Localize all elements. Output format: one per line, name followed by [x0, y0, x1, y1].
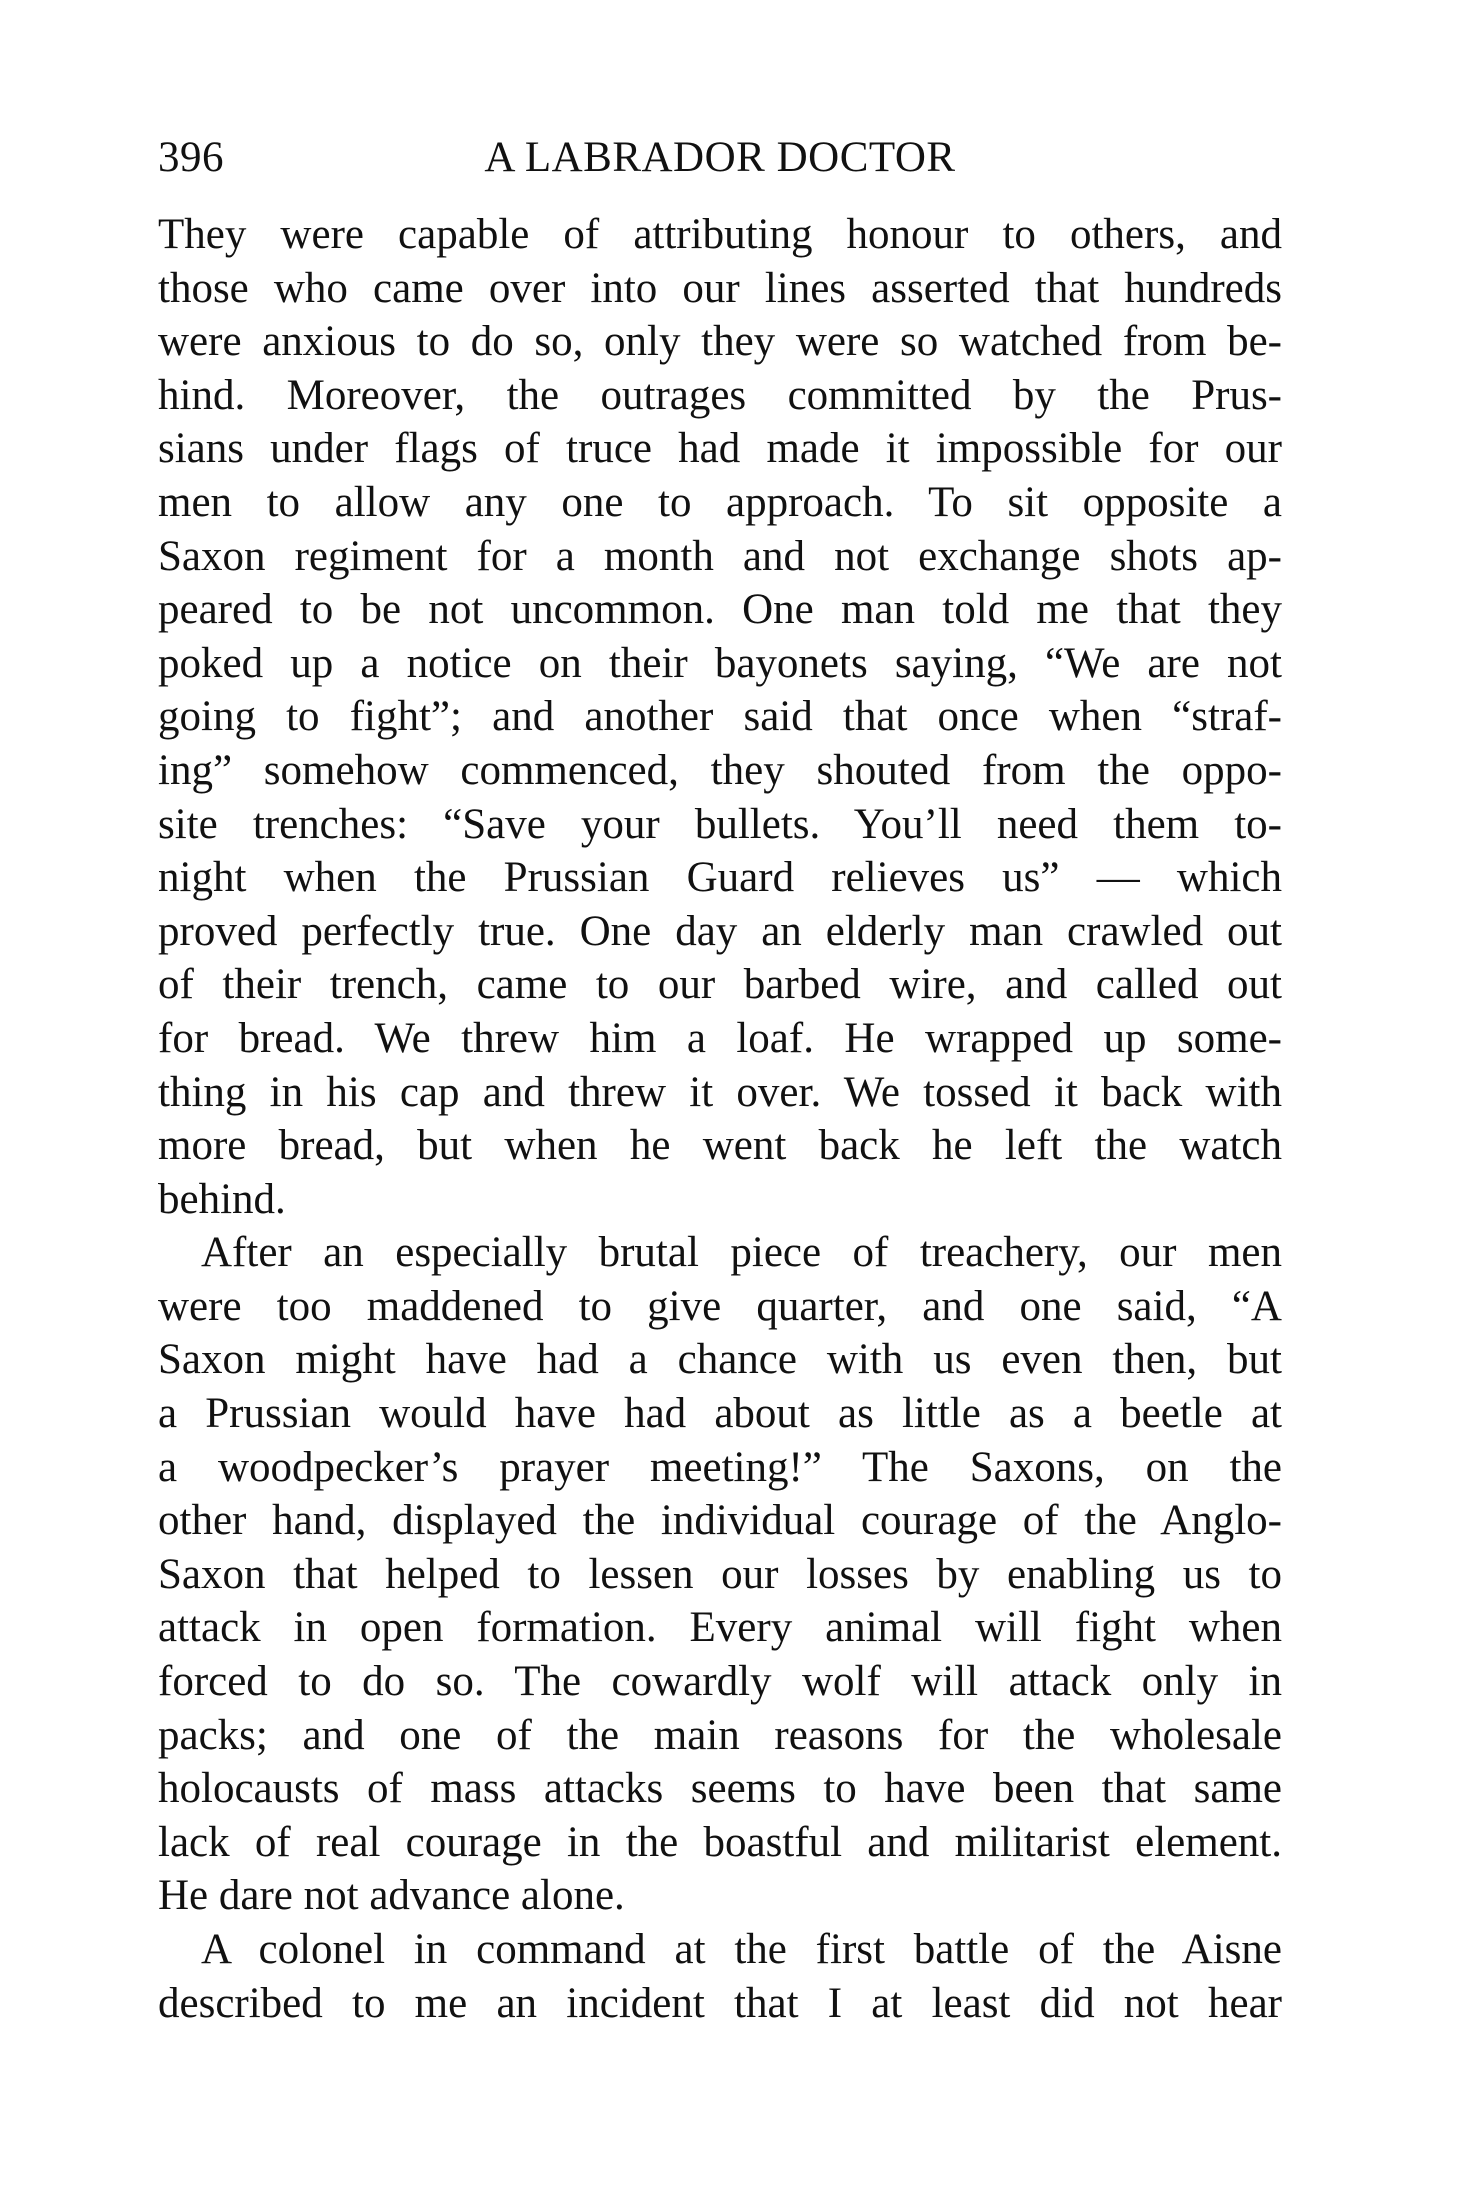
text-line: for bread. We threw him a loaf. He wrapped up some- — [158, 1014, 1282, 1062]
text-line: sians under flags of truce had made it impossible for our — [158, 425, 1282, 473]
text-line: a Prussian would have had about as little as a beetle at — [158, 1390, 1282, 1438]
running-title: A LABRADOR DOCTOR — [484, 134, 956, 181]
text-line: lack of real courage in the boastful and militarist element. — [158, 1818, 1282, 1866]
text-line: a woodpecker’s prayer meeting!” The Saxons, on the — [158, 1443, 1282, 1491]
text-line: holocausts of mass attacks seems to have been that same — [158, 1765, 1282, 1813]
text-line: proved perfectly true. One day an elderly man crawled out — [158, 907, 1282, 955]
text-line: Saxon might have had a chance with us even then, but — [158, 1336, 1282, 1384]
text-line: He dare not advance alone. — [158, 1872, 625, 1920]
text-line: men to allow any one to approach. To sit opposite a — [158, 478, 1282, 526]
text-line: hind. Moreover, the outrages committed by the Prus- — [158, 371, 1282, 419]
paragraph — [158, 1923, 1282, 2030]
page-number: 396 — [158, 134, 224, 181]
text-line: attack in open formation. Every animal will fight when — [158, 1604, 1282, 1652]
paragraph — [158, 208, 1282, 1226]
text-line: behind. — [158, 1175, 286, 1223]
text-line: were anxious to do so, only they were so watched from be- — [158, 318, 1282, 366]
text-line: described to me an incident that I at least did not hear — [158, 1979, 1282, 2027]
text-line: packs; and one of the main reasons for the wholesale — [158, 1711, 1282, 1759]
text-line: of their trench, came to our barbed wire, and called out — [158, 961, 1282, 1009]
text-line: They were capable of attributing honour to others, and — [158, 211, 1282, 258]
text-line: Saxon that helped to lessen our losses by enabling us to — [158, 1550, 1282, 1598]
text-line: forced to do so. The cowardly wolf will attack only in — [158, 1658, 1282, 1706]
text-line: Saxon regiment for a month and not exchange shots ap- — [158, 532, 1282, 580]
text-line: going to fight”; and another said that once when “straf- — [158, 693, 1282, 741]
text-line: After an especially brutal piece of treachery, our men — [201, 1229, 1282, 1277]
running-head — [158, 128, 1282, 188]
paragraph — [158, 1226, 1282, 1923]
text-line: poked up a notice on their bayonets saying, “We are not — [158, 639, 1282, 687]
text-line: ing” somehow commenced, they shouted from the oppo- — [158, 746, 1282, 794]
text-line: those who came over into our lines asserted that hundreds — [158, 264, 1282, 312]
text-line: A colonel in command at the first battle of the Aisne — [201, 1926, 1282, 1973]
text-line: thing in his cap and threw it over. We tossed it back with — [158, 1068, 1282, 1116]
text-line: were too maddened to give quarter, and one said, “A — [158, 1282, 1282, 1330]
text-line: peared to be not uncommon. One man told me that they — [158, 586, 1282, 634]
text-line: more bread, but when he went back he left the watch — [158, 1122, 1282, 1170]
text-line: site trenches: “Save your bullets. You’ll need them to- — [158, 800, 1282, 848]
text-line: other hand, displayed the individual courage of the Anglo- — [158, 1497, 1282, 1545]
text-line: night when the Prussian Guard relieves us” — which — [158, 854, 1282, 902]
body-text — [158, 208, 1282, 2030]
book-page — [158, 128, 1282, 2030]
